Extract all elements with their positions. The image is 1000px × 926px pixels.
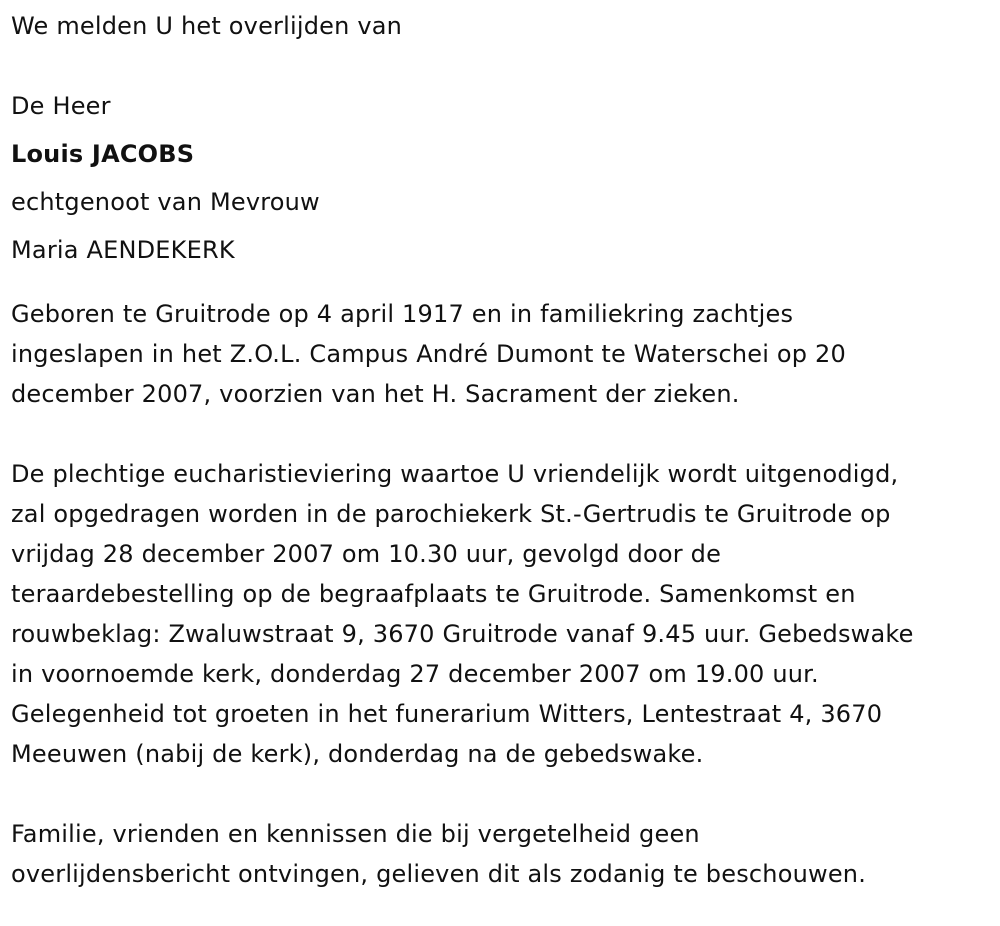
closing-paragraph	[11, 814, 988, 894]
paragraph-line: vrijdag 28 december 2007 om 10.30 uur, gevolgd door de	[11, 540, 722, 568]
intro-text	[11, 6, 988, 46]
paragraph-line: teraardebestelling op de begraafplaats te Gruitrode. Samenkomst en	[11, 580, 856, 608]
intro-line: We melden U het overlijden van	[11, 12, 403, 40]
birth-death-paragraph	[11, 294, 988, 414]
paragraph-line: rouwbeklag: Zwaluwstraat 9, 3670 Gruitrode vanaf 9.45 uur. Gebedswake	[11, 620, 914, 648]
ceremony-paragraph	[11, 454, 988, 774]
paragraph-line: ingeslapen in het Z.O.L. Campus André Dumont te Waterschei op 20	[11, 340, 846, 368]
spouse-name: Maria AENDEKERK	[11, 236, 235, 264]
paragraph-line: december 2007, voorzien van het H. Sacrament der zieken.	[11, 380, 740, 408]
deceased-block	[11, 82, 988, 274]
paragraph-line: overlijdensbericht ontvingen, gelieven dit als zodanig te beschouwen.	[11, 860, 867, 888]
paragraph-line: Gelegenheid tot groeten in het funerarium Witters, Lentestraat 4, 3670	[11, 700, 883, 728]
paragraph-line: Meeuwen (nabij de kerk), donderdag na de gebedswake.	[11, 740, 704, 768]
paragraph-line: zal opgedragen worden in de parochiekerk St.-Gertrudis te Gruitrode op	[11, 500, 891, 528]
deceased-name: Louis JACOBS	[11, 140, 195, 168]
paragraph-line: Geboren te Gruitrode op 4 april 1917 en in familiekring zachtjes	[11, 300, 794, 328]
spouse-label: echtgenoot van Mevrouw	[11, 188, 320, 216]
paragraph-line: De plechtige eucharistieviering waartoe U vriendelijk wordt uitgenodigd,	[11, 460, 899, 488]
honorific-title: De Heer	[11, 92, 111, 120]
paragraph-line: Familie, vrienden en kennissen die bij vergetelheid geen	[11, 820, 700, 848]
paragraph-line: in voornoemde kerk, donderdag 27 december 2007 om 19.00 uur.	[11, 660, 819, 688]
